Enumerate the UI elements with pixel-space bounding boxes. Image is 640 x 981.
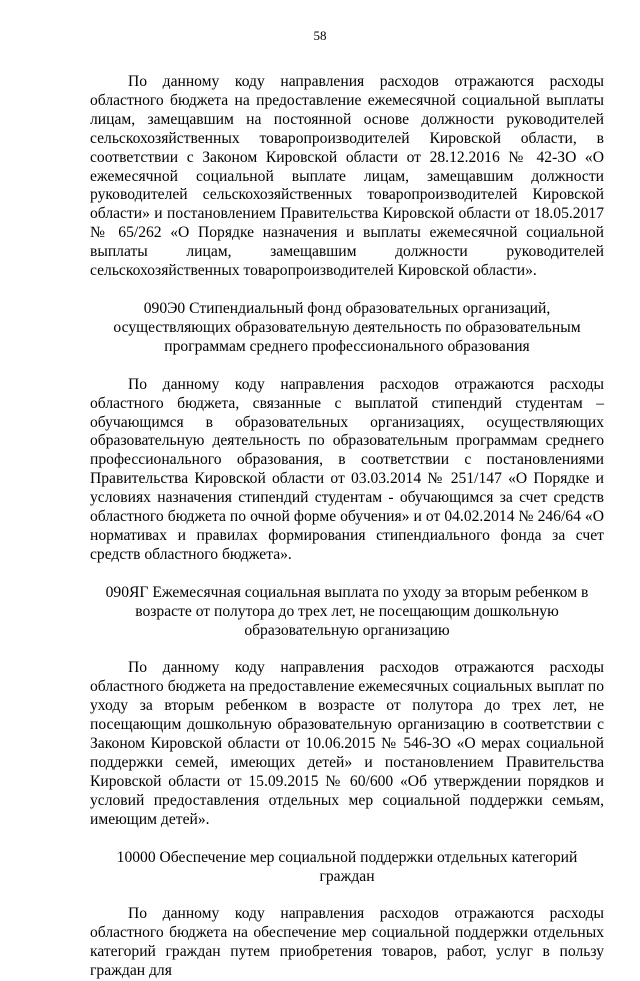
paragraph-3: По данному коду направления расходов отражаются расходы областного бюджета на предоставление ежемесячных социальных выплат по уходу за вторым ребенком в возрасте от полутора до трех лет, не посещающим дошкольную образовательную организацию в соответствии с Законом Кировской области от 10.06.2015 № 546-ЗО «О мерах социальной поддержки семей, имеющих детей» и постановлением Правительства Кировской области от 15.09.2015 № 60/600 «Об утверждении порядков и условий предоставления отдельных мер социальной поддержки семьям, имеющим детей». [90, 659, 604, 828]
paragraph-1: По данному коду направления расходов отражаются расходы областного бюджета на предоставление ежемесячной социальной выплаты лицам, замещавшим на постоянной основе должности руководителей сельскохозяйственных товаропроизводителей Кировской области, в соответствии с Законом Кировской области от 28.12.2016 № 42-ЗО «О ежемесячной социальной выплате лицам, замещавшим должности руководителей сельскохозяйственных товаропроизводителей Кировской области» и постановлением Правительства Кировской области от 18.05.2017 № 65/262 «О Порядке назначения и выплаты ежемесячной социальной выплаты лицам, замещавшим должности руководителей сельскохозяйственных товаропроизводителей Кировской области». [90, 73, 604, 280]
section-heading-090E0: 090Э0 Стипендиальный фонд образовательных организаций, осуществляющих образовательную деятельность по образовательным программам среднего профессионального образования [113, 299, 581, 355]
page-number: 58 [313, 28, 327, 43]
section-heading-10000: 10000 Обеспечение мер социальной поддержки отдельных категорий граждан [116, 848, 578, 885]
section-heading-090YAG: 090ЯГ Ежемесячная социальная выплата по уходу за вторым ребенком в возрасте от полутора до трех лет, не посещающим дошкольную образовательную организацию [105, 583, 589, 639]
paragraph-4: По данному коду направления расходов отражаются расходы областного бюджета на обеспечение мер социальной поддержки отдельных категорий граждан путем приобретения товаров, работ, услуг в пользу граждан для [90, 905, 604, 980]
paragraph-2: По данному коду направления расходов отражаются расходы областного бюджета, связанные с выплатой стипендий студентам – обучающимся в образовательных организациях, осуществляющих образовательную деятельность по образовательным программам среднего профессионального образования, в соответствии с постановлениями Правительства Кировской области от 03.03.2014 № 251/147 «О Порядке и условиях назначения стипендий студентам - обучающимся за счет средств областного бюджета по очной форме обучения» и от 04.02.2014 № 246/64 «О нормативах и правилах формирования стипендиального фонда за счет средств областного бюджета». [90, 375, 604, 563]
page-content [90, 73, 604, 981]
